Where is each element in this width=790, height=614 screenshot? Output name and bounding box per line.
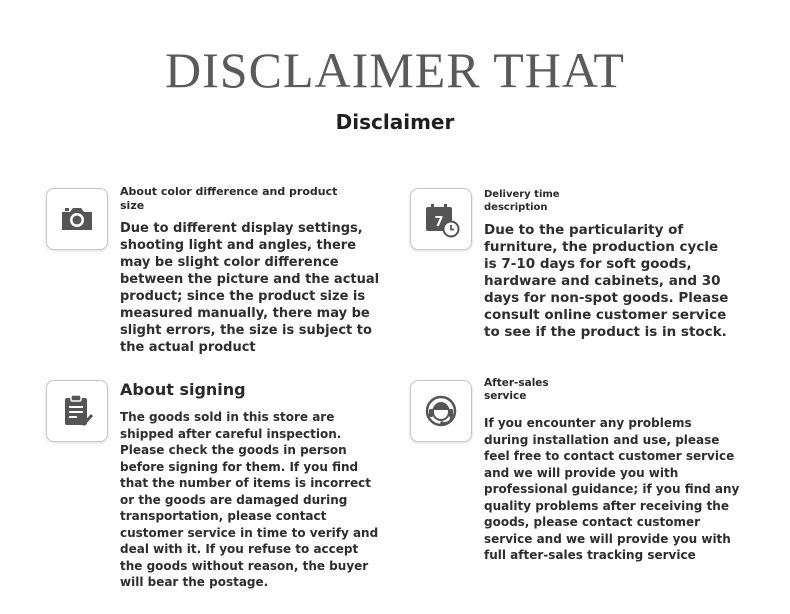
after-sales-text: If you encounter any problems during installation and use, please feel free to contact customer service and we will provide you with professional guidance; if you find any quality problems after receiving the goods, please contact customer service and we will provide you with full after-sales tracking service [484,416,740,562]
page-subtitle: Disclaimer [335,110,455,134]
delivery-text: Due to the particularity of furniture, the production cycle is 7-10 days for soft goods, hardware and cabinets, and 30 days for non-spot goods. Please consult online customer service to see if the product is in stock. [484,222,729,340]
signing-icon-box [46,380,108,442]
signing-heading: About signing [120,380,246,399]
color-size-icon-box [46,188,108,250]
delivery-icon-box [410,188,472,250]
customer-service-headset-icon [421,391,461,431]
calendar-clock-icon [421,199,461,239]
camera-icon [57,199,97,239]
color-size-text: Due to different display settings, shooting light and angles, there may be slight color difference between the picture and the actual product; since the product size is measured manually, there may be slight errors, the size is subject to the actual product [120,221,380,355]
clipboard-check-icon [57,391,97,431]
after-sales-heading: After-sales service [484,377,549,402]
signing-text: The goods sold in this store are shipped after careful inspection. Please check the goods in person before signing for them. If you find that the number of items is incorrect or the goods are damaged during transportation, please contact customer service in time to verify and deal with it. If you refuse to accept the goods without reason, the buyer will bear the postage. [120,410,379,589]
after-sales-icon-box [410,380,472,442]
page-title: DISCLAIMER THAT [165,42,625,98]
color-size-heading: About color difference and product size [120,185,338,212]
calendar-day-number: 7 [434,215,444,230]
delivery-heading: Delivery time description [484,189,560,213]
